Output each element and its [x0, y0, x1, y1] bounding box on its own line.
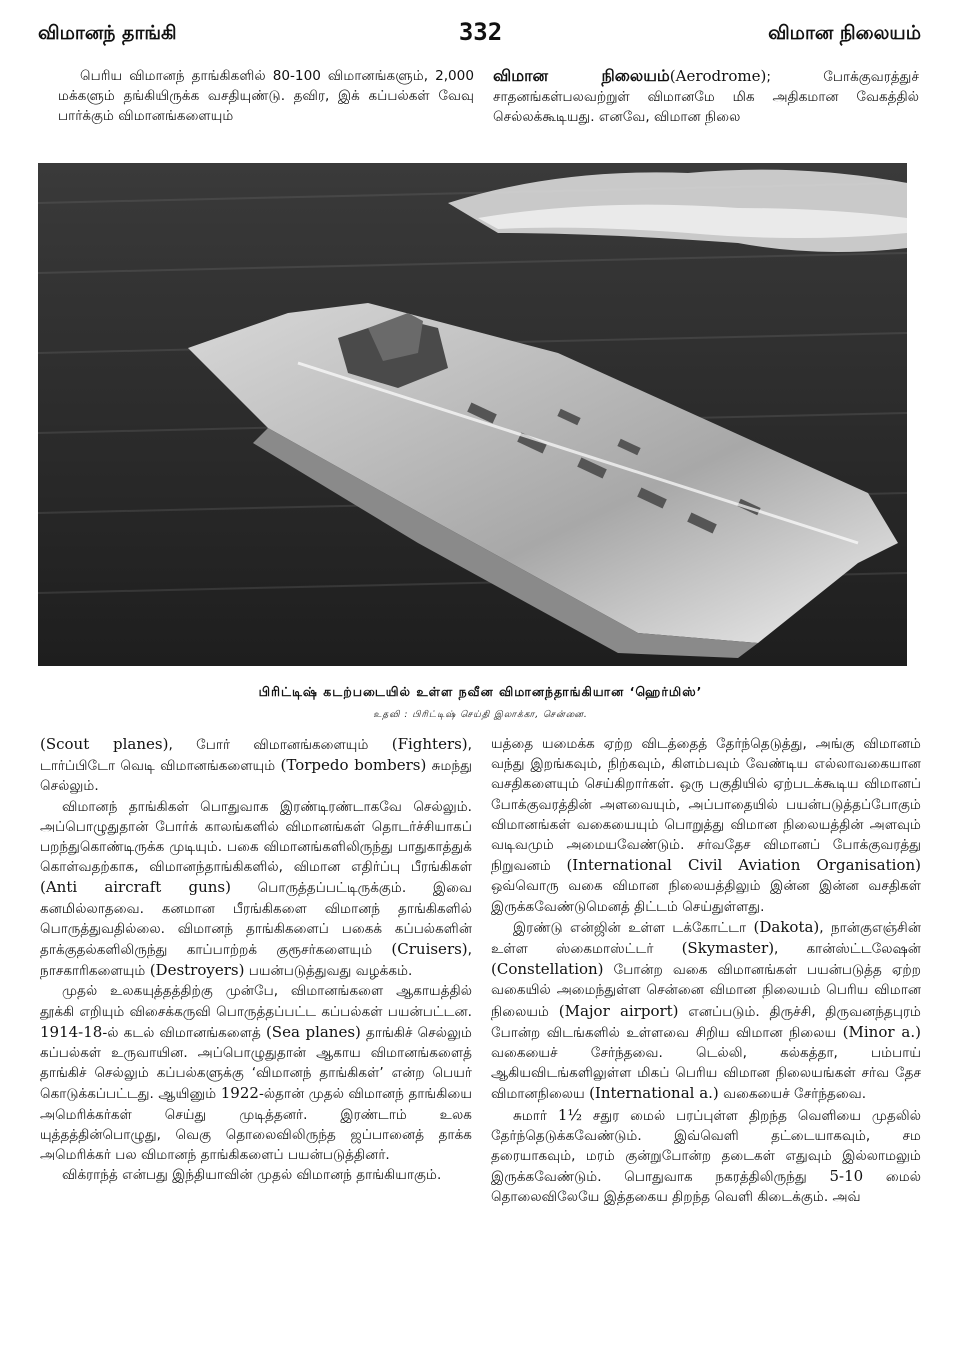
paragraph: விக்ராந்த் என்பது இந்தியாவின் முதல் விமானந் தாங்கியாகும். [62, 1167, 442, 1184]
paragraph [491, 734, 921, 917]
photo-caption: பிரிட்டிஷ் கடற்படையில் உள்ள நவீன விமானந்தாங்கியான ‘ஹெர்மிஸ்’ [258, 684, 703, 699]
aircraft-carrier-photo [38, 163, 907, 666]
english-term: (International Civil Aviation Organisation) [566, 856, 921, 875]
text-run: , நாசகாரிகளையும் [40, 942, 472, 980]
entry-heading: விமான நிலையம் [493, 66, 670, 85]
paragraph [40, 734, 472, 797]
text-run: சதுர மைல் பரப்புள்ள திறந்த வெளியை முதலில் தேர்ந்தெடுக்கவேண்டும். இவ்வெளி தட்டையாகவும், சம தரையாகவும், மரம் குன்றுபோன்ற தடைகள் எதுவும் இல்லாமலும் இருக்கவேண்டும். பொதுவாக நகரத்திலிருந்து [491, 1107, 921, 1186]
english-term: (Minor a.) [842, 1022, 921, 1041]
text-run: சுமார் [513, 1107, 558, 1124]
english-term: (Scout planes) [40, 735, 169, 753]
text-run: , நான்குஎஞ்சின் உள்ள ஸ்கைமாஸ்ட்டர் [491, 919, 921, 958]
running-head-right: விமான நிலையம் [768, 22, 921, 44]
english-term: (International a.) [589, 1084, 719, 1103]
bottom-right-column [491, 734, 921, 1208]
text-run: வகையைச் சேர்ந்தவை. [718, 1086, 867, 1103]
paragraph [491, 1105, 921, 1208]
paragraph [493, 66, 919, 128]
english-term: (Dakota) [753, 917, 820, 936]
text-run: -ல்தான் முதல் விமானந் தாங்கியை அமெரிக்கர்கள் செய்து முடித்தனர். இரண்டாம் உலக யுத்தத்தின்பொழுது, வெகு தொலைவிலிருந்த ஜப்பானைத் தாக்க அமெரிக்கர் பல விமானந் தாங்கிகளைப் பயன்படுத்தினர். [40, 1086, 472, 1164]
english-term: (Constellation) [491, 960, 604, 979]
english-term: (Major airport) [558, 1001, 679, 1020]
text-run: சுமந்து செல்லும். [40, 758, 473, 795]
year-number: 1922 [220, 1084, 259, 1103]
text-run: இரண்டு என்ஜின் உள்ள டக்கோட்டா [513, 919, 754, 936]
text-run: யத்தை யமைக்க ஏற்ற விடத்தைத் தேர்ந்தெடுத்து, அங்கு விமானம் வந்து இறங்கவும், நிற்கவும், கிளம்பவும் வேண்டிய எல்லாவகையான வசதிகளையும் செய்கிறார்கள். ஒரு பகுதியில் ஏற்படக்கூடிய விமானப் போக்குவரத்தின் அளவையும், அப்பாதையில் பயன்படுத்தப்போகும் விமானங்கள் வகையையும் பொறுத்து விமான நிலையத்தின் அளவும் வடிவமும் அமையவேண்டும். சர்வதேச விமானப் போக்குவரத்து நிறுவனம் [491, 736, 921, 875]
bottom-left-column [40, 734, 472, 1185]
text-run: தாங்கிச் செல்லும் கப்பல்கள் உருவாயின. அப்பொழுதுதான் ஆகாய விமானங்களைத் தாங்கிச் செல்லும் கப்பல்களுக்கு ‘விமானந் தாங்கிகள்’ என்ற பெயர் கொடுக்கப்பட்டது. ஆயினும் [40, 1024, 472, 1103]
text-run: பயன்படுத்துவது வழக்கம். [244, 963, 413, 980]
text-run: , டார்ப்பிடோ வெடி விமானங்களையும் [40, 737, 472, 775]
text-run: , கான்ஸ்ட்டலேஷன் [774, 941, 921, 958]
number: 1½ [557, 1105, 583, 1124]
entry-heading-english: (Aerodrome) [669, 67, 767, 85]
paragraph [40, 981, 472, 1165]
page-number: 332 [458, 18, 503, 46]
english-term: (Skymaster) [681, 939, 775, 958]
text-run: ஒவ்வொரு வகை விமான நிலையத்திலும் இன்ன இன்ன வசதிகள் இருக்கவேண்டுமெனத் திட்டம் செய்துள்ளது. [491, 878, 921, 915]
photo-credit: உதவி : பிரிட்டிஷ் செய்தி இலாக்கா, சென்னை. [373, 710, 588, 720]
text-run: வகையைச் சேர்ந்தவை. டெல்லி, கல்கத்தா, பம்பாய் ஆகியவிடங்களிலுள்ள மிகப் பெரிய விமான நிலையங்கள் சர்வ தேச விமானநிலைய [491, 1045, 921, 1103]
paragraph: பெரிய விமானந் தாங்கிகளில் 80-100 விமானங்களும், 2,000 மக்களும் தங்கியிருக்க வசதியுண்டு. தவிர, இக் கப்பல்கள் வேவு பார்க்கும் விமானங்களையும் [58, 68, 474, 125]
year-number: 1914-18 [40, 1022, 103, 1041]
number: 5-10 [829, 1167, 864, 1186]
text-run: எனப்படும். திருச்சி, திருவனந்தபுரம் போன்ற விடங்களில் உள்ளவை சிறிய விமான நிலைய [491, 1003, 921, 1041]
top-right-column [493, 66, 919, 128]
text-run: போன்ற வகை விமானங்கள் பயன்படுத்த ஏற்ற வகையில் அமைந்துள்ள சென்னை விமான நிலையம் பெரிய விமான நிலையம் [491, 962, 921, 1020]
text-run: -ல் கடல் விமானங்களைத் [102, 1024, 266, 1041]
english-term: (Fighters) [391, 735, 468, 753]
paragraph [40, 797, 472, 982]
text-run: விமானந் தாங்கிகள் பொதுவாக இரண்டிரண்டாகவே செல்லும். அப்பொழுதுதான் போர்க் காலங்களில் விமானங்கள் தொடர்ச்சியாகப் பறந்துகொண்டிருக்க முடியும். பகை விமானங்களிலிருந்து பாதுகாத்துக் கொள்வதற்காக, விமானந்தாங்கிகளில், விமான எதிர்ப்பு பீரங்கிகள் [40, 798, 472, 876]
english-term: (Torpedo bombers) [280, 756, 427, 775]
english-term: (Anti aircraft guns) [40, 878, 231, 897]
text-run: முதல் உலகயுத்தத்திற்கு முன்பே, விமானங்களை ஆகாயத்தில் தூக்கி எறியும் விசைக்கருவி பொருத்தப்பட்ட கப்பல்கள் பயன்பட்டன. [40, 983, 472, 1020]
top-left-column [58, 66, 474, 127]
paragraph [491, 917, 921, 1105]
english-term: (Cruisers) [391, 940, 468, 959]
text-run: , போர் விமானங்களையும் [168, 737, 392, 753]
text-run: பொருத்தப்பட்டிருக்கும். இவை கனமில்லாதவை. கனமான பீரங்கிகளை விமானந் தாங்கிகளில் பொருத்துவதில்லை. விமானந் தாங்கிகளைப் பகைக் கப்பல்களின் தாக்குதல்களிலிருந்து காப்பாற்றக் குரூசர்களையும் [40, 880, 472, 959]
text-run: ; போக்குவரத்துச் சாதனங்கள்பலவற்றுள் விமானமே மிக அதிகமான வேகத்தில் செல்லக்கூடியது. எனவே, விமான நிலை [493, 69, 919, 126]
english-term: (Destroyers) [149, 961, 245, 980]
running-head-left: விமானந் தாங்கி [38, 22, 177, 44]
english-term: (Sea planes) [265, 1022, 361, 1041]
text-run: மைல் தொலைவிலேயே இத்தகைய திறந்த வெளி கிடைக்கும். அவ் [491, 1169, 921, 1206]
